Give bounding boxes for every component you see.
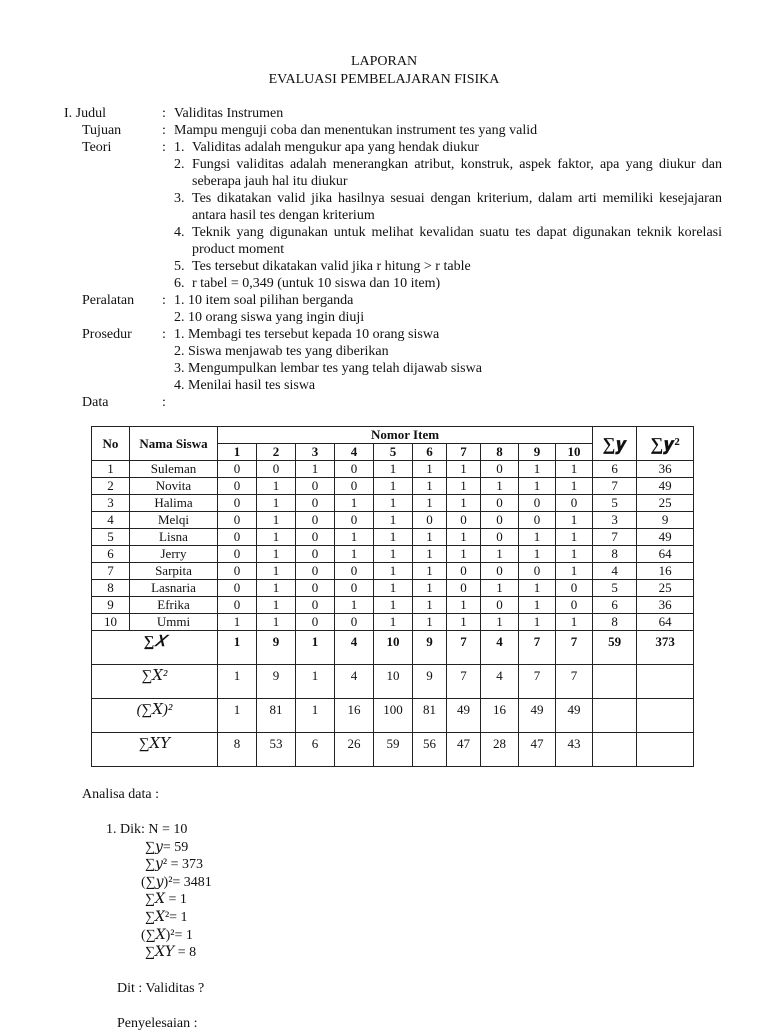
item-score: 1: [374, 529, 413, 546]
sum-xy-cell: 28: [481, 733, 519, 767]
item-score: 0: [519, 512, 556, 529]
sum-xy-cell: 53: [257, 733, 296, 767]
item-score: 1: [413, 478, 447, 495]
student-name: Lisna: [130, 529, 218, 546]
item-number-header: 6: [413, 444, 447, 461]
teori-item: 3. Tes dikatakan valid jika hasilnya sesuai dengan kriterium, dalam arti memiliki kesejajaran antara hasil tes dengan kriterium: [174, 191, 722, 223]
item-number-header: 3: [296, 444, 335, 461]
sum-xy-label: ∑𝑋𝑌: [92, 733, 218, 767]
sq-sum-x-cell: 1: [218, 699, 257, 733]
sum-x2-cell: 4: [335, 665, 374, 699]
item-score: 1: [374, 597, 413, 614]
table-row: [92, 563, 694, 580]
item-score: 0: [218, 563, 257, 580]
row-sum-y: 6: [593, 461, 637, 478]
table-row: [92, 546, 694, 563]
sum-x-cell: 7: [519, 631, 556, 665]
teori-row: Teori : 1. Validitas adalah mengukur apa yang hendak diukur 2. Fungsi validitas adalah menerangkan atribut, konstruk, aspek faktor, apa yang diukur dan seberapa jauh hal itu diukur 3. Tes dikatakan valid jika hasilnya sesuai dengan kriterium, dalam arti memiliki kesejajaran antara hasil tes dengan kriterium 4. Teknik yang digunakan untuk melihat kevalidan suatu tes dapat digunakan teknik korelasi product moment 5. Tes tersebut dikatakan valid jika r hitung > r table 6. r tabel = 0,349 (untuk 10 siswa dan 10 item): [82, 140, 722, 291]
item-score: 1: [556, 461, 593, 478]
header-nomor-item: Nomor Item: [218, 427, 593, 444]
row-sum-y: 6: [593, 597, 637, 614]
sum-xy-cell: 26: [335, 733, 374, 767]
item-score: 1: [447, 529, 481, 546]
penyelesaian-line: Penyelesaian :: [117, 1016, 198, 1031]
item-score: 1: [556, 478, 593, 495]
data-label: Data: [82, 395, 109, 410]
item-score: 1: [519, 614, 556, 631]
tujuan-label: Tujuan: [82, 123, 122, 138]
item-score: 0: [519, 563, 556, 580]
row-sum-y: 4: [593, 563, 637, 580]
item-score: 1: [519, 529, 556, 546]
sum-xy-cell: 47: [447, 733, 481, 767]
item-score: 0: [447, 512, 481, 529]
teori-item: 5. Tes tersebut dikatakan valid jika r hitung > r table: [174, 259, 471, 274]
item-score: 0: [296, 597, 335, 614]
info-section: [64, 105, 722, 411]
prosedur-row: Prosedur : 1. Membagi tes tersebut kepada 10 orang siswa 2. Siswa menjawab tes yang diberikan 3. Mengumpulkan lembar tes yang telah dijawab siswa 4. Menilai hasil tes siswa: [82, 326, 722, 394]
item-score: 1: [556, 512, 593, 529]
prosedur-item: 3. Mengumpulkan lembar tes yang telah dijawab siswa: [174, 361, 482, 376]
item-score: 0: [413, 512, 447, 529]
item-score: 0: [481, 529, 519, 546]
item-score: 1: [374, 495, 413, 512]
prosedur-item: 2. Siswa menjawab tes yang diberikan: [174, 344, 389, 359]
item-score: 1: [519, 461, 556, 478]
peralatan-label: Peralatan: [82, 293, 135, 308]
item-score: 0: [296, 529, 335, 546]
item-score: 0: [218, 529, 257, 546]
sum-xy-row: [92, 733, 694, 767]
peralatan-row: Peralatan : 1. 10 item soal pilihan berganda 2. 10 orang siswa yang ingin diuji: [82, 292, 722, 326]
header-nama: Nama Siswa: [130, 427, 218, 461]
item-score: 1: [447, 495, 481, 512]
item-number-header: 10: [556, 444, 593, 461]
teori-item: 2. Fungsi validitas adalah menerangkan atribut, konstruk, aspek faktor, apa yang diukur dan seberapa jauh hal itu diukur: [174, 157, 722, 189]
row-sum-y2: 49: [637, 529, 694, 546]
student-name: Ummi: [130, 614, 218, 631]
row-sum-y2: 9: [637, 512, 694, 529]
dik-block: [106, 821, 212, 962]
row-number: 9: [92, 597, 130, 614]
item-score: 1: [374, 546, 413, 563]
sq-sum-x-cell: 81: [413, 699, 447, 733]
item-score: 1: [374, 580, 413, 597]
item-score: 0: [447, 580, 481, 597]
sum-xy-cell: 56: [413, 733, 447, 767]
sum-xy-cell: 8: [218, 733, 257, 767]
item-score: 0: [257, 461, 296, 478]
item-number-header: 8: [481, 444, 519, 461]
sum-x2-cell: 1: [296, 665, 335, 699]
item-score: 0: [335, 461, 374, 478]
dik-line: ∑𝑋 = 1: [145, 892, 187, 908]
item-score: 1: [519, 546, 556, 563]
teori-item: 4. Teknik yang digunakan untuk melihat kevalidan suatu tes dapat digunakan teknik korelasi product moment: [174, 225, 722, 257]
item-score: 0: [481, 563, 519, 580]
item-score: 1: [447, 614, 481, 631]
dik-line: ∑𝑦= 59: [145, 839, 189, 855]
sq-sum-x-cell: 49: [519, 699, 556, 733]
item-score: 1: [257, 512, 296, 529]
judul-row: I. Judul : Validitas Instrumen: [82, 105, 722, 122]
sum-xy-cell: 43: [556, 733, 593, 767]
row-number: 1: [92, 461, 130, 478]
item-score: 1: [257, 478, 296, 495]
total-sum-y2: 373: [637, 631, 694, 665]
sum-x2-cell: 9: [257, 665, 296, 699]
item-score: 1: [257, 597, 296, 614]
row-sum-y: 8: [593, 546, 637, 563]
row-number: 6: [92, 546, 130, 563]
sq-sum-x-row: [92, 699, 694, 733]
item-score: 1: [257, 614, 296, 631]
sum-x-row: [92, 631, 694, 665]
item-score: 0: [556, 597, 593, 614]
total-sum-y: 59: [593, 631, 637, 665]
sq-sum-x-cell: 1: [296, 699, 335, 733]
item-score: 0: [218, 495, 257, 512]
sum-x2-cell: 9: [413, 665, 447, 699]
dik-line: (∑𝑋)²= 1: [141, 927, 193, 943]
sq-sum-x-label: (∑𝑋)²: [92, 699, 218, 733]
row-number: 3: [92, 495, 130, 512]
item-score: 1: [556, 546, 593, 563]
item-score: 1: [335, 546, 374, 563]
table-row: [92, 512, 694, 529]
teori-label: Teori: [82, 140, 112, 155]
sum-xy-cell: 47: [519, 733, 556, 767]
item-score: 0: [296, 614, 335, 631]
item-score: 0: [218, 546, 257, 563]
item-score: 0: [335, 512, 374, 529]
row-sum-y: 5: [593, 580, 637, 597]
sum-x2-row: [92, 665, 694, 699]
table-row: [92, 614, 694, 631]
item-score: 1: [257, 580, 296, 597]
sum-x-cell: 9: [257, 631, 296, 665]
prosedur-item: 4. Menilai hasil tes siswa: [174, 378, 316, 393]
sum-x2-cell: 10: [374, 665, 413, 699]
header-no: No: [92, 427, 130, 461]
peralatan-item: 2. 10 orang siswa yang ingin diuji: [174, 310, 365, 325]
item-score: 0: [335, 563, 374, 580]
prosedur-item: 1. Membagi tes tersebut kepada 10 orang siswa: [174, 327, 440, 342]
row-sum-y: 8: [593, 614, 637, 631]
row-sum-y2: 36: [637, 597, 694, 614]
item-score: 1: [257, 546, 296, 563]
row-sum-y2: 25: [637, 580, 694, 597]
student-name: Jerry: [130, 546, 218, 563]
item-score: 1: [374, 614, 413, 631]
student-name: Efrika: [130, 597, 218, 614]
table-row: [92, 478, 694, 495]
item-score: 1: [556, 563, 593, 580]
item-score: 1: [481, 614, 519, 631]
judul-value: Validitas Instrumen: [174, 106, 284, 121]
table-row: [92, 580, 694, 597]
item-score: 1: [519, 597, 556, 614]
item-score: 0: [519, 495, 556, 512]
item-score: 1: [335, 597, 374, 614]
item-score: 1: [447, 597, 481, 614]
item-score: 1: [374, 461, 413, 478]
item-score: 1: [556, 614, 593, 631]
row-sum-y: 7: [593, 478, 637, 495]
table-row: [92, 597, 694, 614]
row-number: 7: [92, 563, 130, 580]
item-score: 1: [296, 461, 335, 478]
item-score: 1: [413, 597, 447, 614]
item-score: 0: [218, 512, 257, 529]
item-score: 1: [413, 529, 447, 546]
item-number-header: 5: [374, 444, 413, 461]
sum-x2-label: ∑𝑋²: [92, 665, 218, 699]
dit-line: Dit : Validitas ?: [117, 981, 205, 996]
item-score: 0: [218, 580, 257, 597]
item-score: 0: [556, 580, 593, 597]
item-score: 1: [257, 495, 296, 512]
item-score: 0: [335, 580, 374, 597]
item-score: 0: [335, 614, 374, 631]
header-sum-y2: ∑𝒚²: [637, 427, 694, 461]
row-number: 10: [92, 614, 130, 631]
row-sum-y: 3: [593, 512, 637, 529]
sum-x-cell: 9: [413, 631, 447, 665]
row-sum-y2: 49: [637, 478, 694, 495]
sum-xy-cell: 59: [374, 733, 413, 767]
item-score: 1: [413, 614, 447, 631]
item-score: 0: [296, 580, 335, 597]
item-number-header: 2: [257, 444, 296, 461]
data-table: [91, 426, 694, 767]
student-name: Suleman: [130, 461, 218, 478]
sq-sum-x-cell: 81: [257, 699, 296, 733]
student-name: Melqi: [130, 512, 218, 529]
judul-label: I. Judul: [64, 106, 106, 121]
item-score: 1: [413, 546, 447, 563]
row-sum-y2: 64: [637, 614, 694, 631]
row-sum-y: 5: [593, 495, 637, 512]
item-score: 1: [481, 478, 519, 495]
student-name: Halima: [130, 495, 218, 512]
item-score: 0: [296, 546, 335, 563]
dik-line: (∑𝑦)²= 3481: [141, 874, 212, 890]
item-score: 0: [481, 461, 519, 478]
sq-sum-x-cell: 16: [481, 699, 519, 733]
sum-x-cell: 1: [296, 631, 335, 665]
row-sum-y2: 16: [637, 563, 694, 580]
item-score: 1: [374, 512, 413, 529]
sum-x-cell: 1: [218, 631, 257, 665]
sum-x2-cell: 4: [481, 665, 519, 699]
item-score: 0: [481, 597, 519, 614]
sum-x-cell: 4: [481, 631, 519, 665]
prosedur-label: Prosedur: [82, 327, 132, 342]
sum-x2-cell: 7: [447, 665, 481, 699]
item-score: 1: [556, 529, 593, 546]
row-sum-y2: 64: [637, 546, 694, 563]
table-row: [92, 529, 694, 546]
student-name: Sarpita: [130, 563, 218, 580]
sum-x-label: ∑𝑋: [92, 631, 218, 665]
sum-x-cell: 10: [374, 631, 413, 665]
item-score: 1: [481, 580, 519, 597]
student-name: Lasnaria: [130, 580, 218, 597]
row-sum-y2: 25: [637, 495, 694, 512]
analysis-heading: Analisa data :: [82, 787, 159, 802]
sq-sum-x-cell: 16: [335, 699, 374, 733]
item-score: 0: [218, 597, 257, 614]
item-score: 0: [447, 563, 481, 580]
item-score: 1: [335, 495, 374, 512]
report-title: LAPORAN: [350, 54, 418, 69]
tujuan-value: Mampu menguji coba dan menentukan instrument tes yang valid: [174, 123, 538, 138]
item-score: 0: [481, 495, 519, 512]
item-score: 1: [374, 563, 413, 580]
item-score: 1: [257, 563, 296, 580]
item-score: 0: [481, 512, 519, 529]
item-score: 1: [413, 495, 447, 512]
table-row: [92, 495, 694, 512]
item-score: 1: [218, 614, 257, 631]
dik-line: ∑𝑋²= 1: [145, 909, 188, 925]
report-subtitle: EVALUASI PEMBELAJARAN FISIKA: [268, 72, 500, 87]
item-number-header: 9: [519, 444, 556, 461]
teori-item: 6. r tabel = 0,349 (untuk 10 siswa dan 10 item): [174, 276, 441, 291]
item-score: 1: [519, 478, 556, 495]
item-score: 0: [296, 512, 335, 529]
item-score: 0: [296, 478, 335, 495]
item-score: 1: [481, 546, 519, 563]
item-score: 1: [447, 478, 481, 495]
item-score: 0: [218, 478, 257, 495]
teori-list: [174, 139, 722, 292]
row-number: 8: [92, 580, 130, 597]
row-number: 2: [92, 478, 130, 495]
row-sum-y: 7: [593, 529, 637, 546]
dik-line: ∑𝑦² = 373: [145, 857, 203, 873]
student-name: Novita: [130, 478, 218, 495]
sq-sum-x-cell: 100: [374, 699, 413, 733]
item-score: 0: [335, 478, 374, 495]
sum-x-cell: 7: [556, 631, 593, 665]
item-score: 0: [296, 563, 335, 580]
sum-xy-cell: 6: [296, 733, 335, 767]
item-score: 1: [447, 461, 481, 478]
item-score: 1: [413, 461, 447, 478]
row-sum-y2: 36: [637, 461, 694, 478]
item-score: 0: [296, 495, 335, 512]
tujuan-row: Tujuan : Mampu menguji coba dan menentukan instrument tes yang valid: [82, 122, 722, 139]
sum-x-cell: 7: [447, 631, 481, 665]
item-score: 1: [519, 580, 556, 597]
item-score: 1: [257, 529, 296, 546]
header-sum-y: ∑𝒚: [593, 427, 637, 461]
dik-line: ∑𝑋𝑌 = 8: [145, 945, 197, 961]
item-score: 1: [335, 529, 374, 546]
sum-x2-cell: 7: [556, 665, 593, 699]
item-score: 1: [413, 580, 447, 597]
item-number-header: 4: [335, 444, 374, 461]
item-score: 0: [218, 461, 257, 478]
sum-x-cell: 4: [335, 631, 374, 665]
item-score: 1: [413, 563, 447, 580]
item-score: 1: [374, 478, 413, 495]
sum-x2-cell: 1: [218, 665, 257, 699]
item-number-header: 7: [447, 444, 481, 461]
table-row: [92, 461, 694, 478]
item-number-header: 1: [218, 444, 257, 461]
sum-x2-cell: 7: [519, 665, 556, 699]
row-number: 4: [92, 512, 130, 529]
peralatan-item: 1. 10 item soal pilihan berganda: [174, 293, 354, 308]
row-number: 5: [92, 529, 130, 546]
teori-item: 1. Validitas adalah mengukur apa yang hendak diukur: [174, 140, 479, 155]
sq-sum-x-cell: 49: [447, 699, 481, 733]
data-row: Data :: [82, 395, 166, 410]
dik-first: 1. Dik: N = 10: [106, 822, 188, 837]
sq-sum-x-cell: 49: [556, 699, 593, 733]
item-score: 0: [556, 495, 593, 512]
item-score: 1: [447, 546, 481, 563]
